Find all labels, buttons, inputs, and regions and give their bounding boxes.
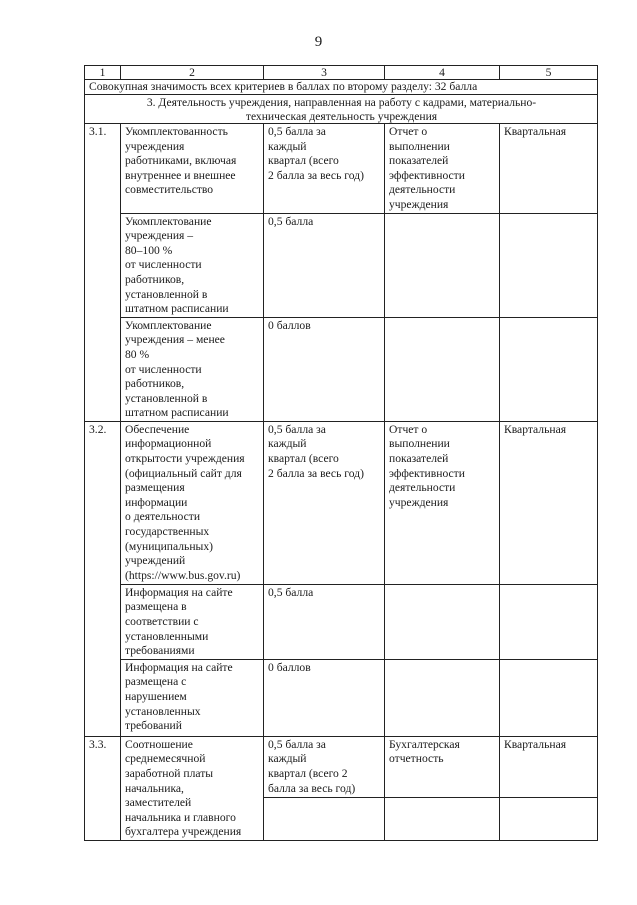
sub-criterion-name (121, 317, 264, 421)
criterion-source-text: Отчет о выполнении показателей эффективности деятельности учреждения (389, 422, 465, 509)
sub-criterion-row (85, 317, 598, 421)
column-number: 5 (500, 66, 598, 80)
criterion-name-text: Обеспечение информационной открытости учреждения (официальный сайт для размещения информации о деятельности государственных (муниципальных) учреждений (https://www.bus.gov.ru) (125, 422, 245, 582)
column-number: 2 (121, 66, 264, 80)
criterion-number: 3.3. (85, 736, 121, 840)
criterion-row (85, 124, 598, 214)
criterion-points (264, 421, 385, 584)
page-number: 9 (314, 34, 323, 50)
section-row (85, 95, 598, 124)
sub-criterion-points: 0 баллов (264, 659, 385, 736)
empty-cell (500, 213, 598, 317)
total-row (85, 80, 598, 95)
empty-cell (264, 797, 385, 840)
sub-criterion-points: 0 баллов (264, 317, 385, 421)
criterion-points-text: 0,5 балла за каждый квартал (всего 2 балла за весь год) (268, 737, 356, 795)
empty-cell (385, 659, 500, 736)
column-number: 3 (264, 66, 385, 80)
sub-criterion-points: 0,5 балла (264, 584, 385, 659)
criterion-period: Квартальная (500, 736, 598, 797)
column-number: 1 (85, 66, 121, 80)
criterion-row (85, 736, 598, 797)
criterion-name-text: Соотношение среднемесячной заработной платы начальника, заместителей начальника и главного бухгалтера учреждения (125, 737, 242, 839)
sub-criterion-row (85, 213, 598, 317)
sub-criterion-name-text: Укомплектование учреждения – менее 80 % от численности работников, установленной в штатном расписании (125, 318, 229, 420)
criterion-number: 3.1. (85, 124, 121, 422)
criterion-points (264, 736, 385, 797)
criterion-source-text: Отчет о выполнении показателей эффективности деятельности учреждения (389, 125, 465, 211)
criterion-name (121, 124, 264, 214)
sub-criterion-row (85, 659, 598, 736)
empty-cell (385, 213, 500, 317)
criterion-name-text: Укомплектованность учреждения работниками, включая внутреннее и внешнее совместительство (125, 125, 237, 197)
empty-cell (385, 317, 500, 421)
criterion-source-text: Бухгалтерская отчетность (389, 737, 460, 766)
section-title-text: 3. Деятельность учреждения, направленная на работу с кадрами, материально- техническая деятельность учреждения (146, 96, 537, 123)
criterion-number: 3.2. (85, 421, 121, 736)
empty-cell (385, 797, 500, 840)
empty-cell (500, 659, 598, 736)
criterion-source (385, 124, 500, 214)
sub-criterion-name-text: Информация на сайте размещена в соответствии с установленными требованиями (125, 585, 233, 658)
criterion-period: Квартальная (500, 124, 598, 214)
criterion-source (385, 421, 500, 584)
criterion-name (121, 736, 264, 840)
empty-cell (500, 584, 598, 659)
empty-cell (385, 584, 500, 659)
criterion-name (121, 421, 264, 584)
sub-criterion-name-text: Укомплектование учреждения – 80–100 % от численности работников, установленной в штатном расписании (125, 214, 229, 316)
column-number: 4 (385, 66, 500, 80)
criterion-row (85, 421, 598, 584)
sub-criterion-name-text: Информация на сайте размещена с нарушением установленных требований (125, 660, 233, 733)
sub-criterion-name (121, 213, 264, 317)
total-score-text: Совокупная значимость всех критериев в баллах по второму разделу: 32 балла (85, 80, 598, 95)
sub-criterion-name (121, 584, 264, 659)
criterion-source (385, 736, 500, 797)
criterion-points-text: 0,5 балла за каждый квартал (всего 2 балла за весь год) (268, 125, 364, 182)
criterion-period: Квартальная (500, 421, 598, 584)
sub-criterion-points: 0,5 балла (264, 213, 385, 317)
empty-cell (500, 317, 598, 421)
criteria-table (84, 65, 598, 841)
sub-criterion-name (121, 659, 264, 736)
section-title (85, 95, 598, 124)
column-number-row (85, 66, 598, 80)
criterion-points (264, 124, 385, 214)
criterion-points-text: 0,5 балла за каждый квартал (всего 2 балла за весь год) (268, 422, 364, 480)
empty-cell (500, 797, 598, 840)
sub-criterion-row (85, 584, 598, 659)
